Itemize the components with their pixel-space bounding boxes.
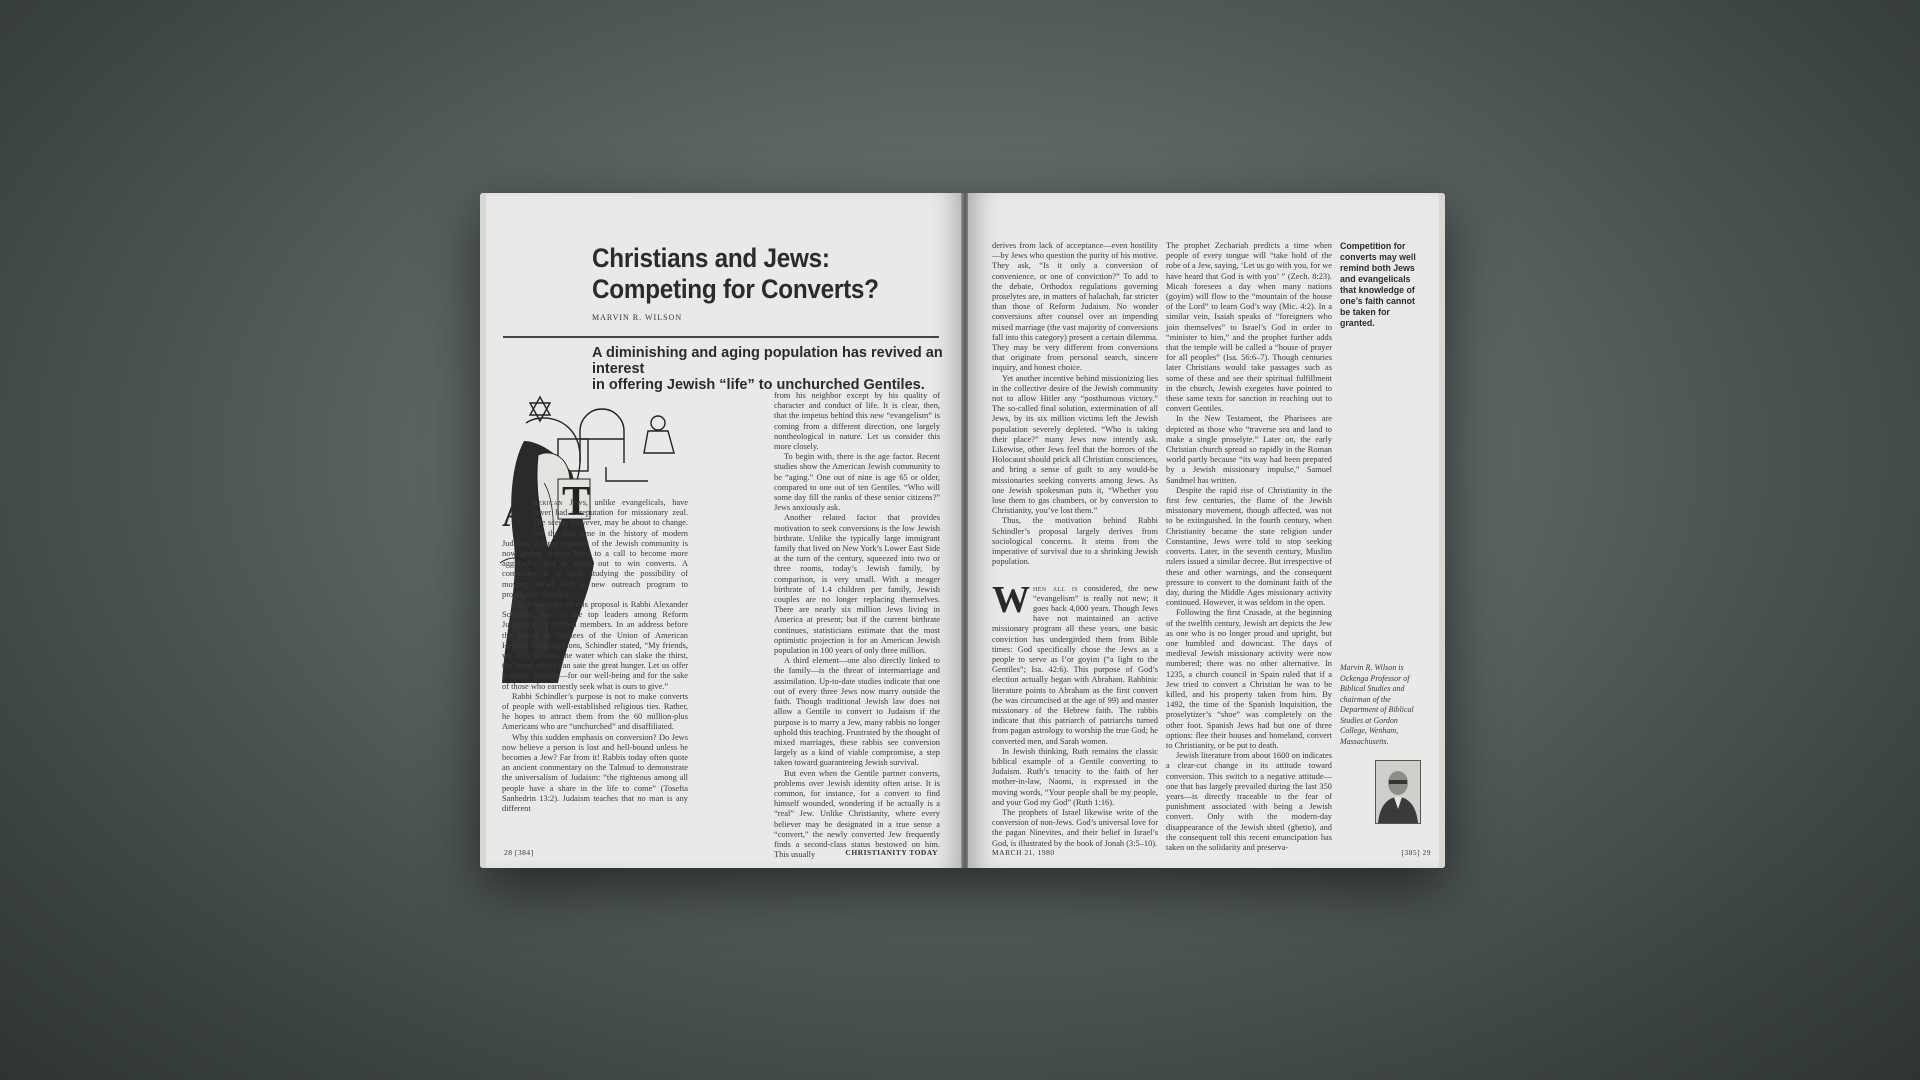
- paragraph: But even when the Gentile partner converts, problems over Jewish identity often arise. It is common, for instance, for a convert to find himself wounded, wondering if he actually is a “real” Jew. Unlike Christianity, where every believer may be designated in a true sense a “convert,” the newly converted Jew frequently finds a second-class status bestowed on him. This usually: [774, 768, 940, 860]
- author-bio: Marvin R. Wilson is Ockenga Professor of Biblical Studies and chairman of the Department of Biblical Studies at Gordon College, Wenham, Massachusetts.: [1340, 663, 1414, 746]
- paragraph: The prophet Zechariah predicts a time when people of every tongue will “take hold of the robe of a Jew, saying, ‘Let us go with you, for we have heard that God is with you’ ” (Zech. 8:23). Micah foresees a day when many nations (goyim) will flow to the “mountain of the house of the Lord” to learn God’s way (Mic. 4:2). In a similar vein, Isaiah speaks of “foreigners who join themselves” to Israel’s God in order to “minister to him,” and the prophet further adds that the temple will be called a “house of prayer for all peoples” (Isa. 56:6–7). Though centuries later Christians would take passages such as some of these and see their spiritual fulfillment in the church, Jewish exegetes have pointed to these same texts for sanction in reaching out to convert Gentiles.: [1166, 241, 1332, 414]
- drop-cap: W: [992, 578, 1030, 621]
- paragraph: Jewish literature from about 1600 on indicates a clear-cut change in its attitude toward conversion. This switch to a negative attitude—one that has largely prevailed during the last 350 years—is directly traceable to the fear of punishment associated with being a Jewish convert. Only with the modern-day disappearance of the Jewish shtetl (ghetto), and the consequent toll this recent emancipation has taken on the solidarity and preserva-: [1166, 751, 1332, 852]
- paragraph: A third element—one also directly linked to the family—is the threat of intermarriage and assimilation. Up-to-date studies indicate that one out of every three Jews now marry outside the faith. Though traditional Jewish law does not allow a Gentile to convert to Judaism if the purpose is to marry a Jew, many rabbis no longer uphold this teaching. Frustrated by the thought of mixed marriages, these rabbis see conversion largely as a kind of viable compromise, a step taken toward guaranteeing Jewish survival.: [774, 656, 940, 768]
- paragraph: Chief advocate of this proposal is Rabbi Alexander Schindler, one of the top leaders among Reform Judaism’s 1.2 million members. In an address before the Board of Trustees of the Union of American Hebrew Congregations, Schindler stated, “My friends, we Jews possess the water which can slake the thirst, the bread which can sate the great hunger. Let us offer it freely, proudly—for our well-being and for the sake of those who earnestly seek what is ours to give.”: [502, 600, 688, 691]
- paragraph: Despite the rapid rise of Christianity in the first few centuries, the flame of the Jewish missionary movement, though affected, was not to be extinguished. In the fourth century, when Christianity became the state religion under Constantine, Jews were told to stop seeking converts. Later, in the seventh century, Muslim rulers issued a similar decree. But irrespective of these and other warnings, and the consequent pressure to convert to the dominant faith of the day, during the Middle Ages missionary activity continued. However, it was seldom in the open.: [1166, 485, 1332, 608]
- left-column-2: [774, 391, 940, 860]
- section-lead-paragraph: [992, 578, 1158, 747]
- paragraph: The prophets of Israel likewise write of the conversion of non-Jews. God’s universal love for the pagan Ninevites, and their belief in Israel’s God, is illustrated by the book of Jonah (3:5–10).: [992, 807, 1158, 848]
- author-photo: [1375, 760, 1421, 824]
- right-column-2: [1166, 241, 1332, 853]
- issue-date: MARCH 21, 1980: [992, 848, 1055, 857]
- right-page: [968, 193, 1445, 868]
- paragraph: Thus, the motivation behind Rabbi Schindler’s proposal largely derives from sociological concerns. It stems from the imperative of survival due to a shrinking Jewish population.: [992, 516, 1158, 567]
- paragraph: To begin with, there is the age factor. Recent studies show the American Jewish community to be “aging.” One out of nine is age 65 or older, compared to one out of ten Gentiles. “Who will some day fill the ranks of these senior citizens?” Jews anxiously ask.: [774, 452, 940, 513]
- paragraph: Yet another incentive behind missionizing lies in the collective desire of the Jewish community not to allow Hitler any “posthumous victory.” The so-called final solution, extermination of all Jews, by its six million victims left the Jewish population severely depleted. “Who is taking their place?” many Jews now intently ask. Likewise, other Jews feel that the horrors of the Holocaust should prick all Christian consciences, and bring a sense of guilt to any would-be missionaries seeking converts among Jews. As one Jewish spokesman puts it, “Whether you lose them to gas chambers, or by conversion to Christianity, you’ve lost them.”: [992, 373, 1158, 516]
- right-column-1: [992, 241, 1158, 849]
- pull-quote: Competition for converts may well remind both Jews and evangelicals that knowledge of one’s faith cannot be taken for granted.: [1340, 241, 1416, 328]
- lead-smallcaps: merican: [532, 498, 563, 507]
- drop-cap: A: [502, 493, 530, 535]
- lead-paragraph: [502, 493, 689, 600]
- title-line-2: Competing for Converts?: [592, 274, 879, 304]
- left-page: [480, 193, 962, 868]
- paragraph: In the New Testament, the Pharisees are depicted as those who “traverse sea and land to make a single proselyte.” Later on, the early Christian church spread so rapidly in the Roman world partly because “its way had been prepared by a Jewish missionary impulse,” Samuel Sandmel has written.: [1166, 414, 1332, 485]
- lead-smallcaps: hen all is: [1033, 583, 1078, 593]
- deck-line-2: in offering Jewish “life” to unchurched Gentiles.: [592, 377, 925, 393]
- paragraph: In Jewish thinking, Ruth remains the classic biblical example of a Gentile converting to Judaism. Ruth’s tenacity to the faith of her mother-in-law, Naomi, is expressed in the moving words, “Your people shall be my people, and your God my God” (Ruth 1:16).: [992, 746, 1158, 807]
- paragraph: considered, the new “evangelism” is really not new; it goes back 4,000 years. Though Jews have not maintained an active missionary program all these years, one basic conviction has undergirded them from Bible times: God specifically chose the Jews as a people to serve as l’or goyim (“a light to the Gentiles”; Isa. 42:6). This purpose of God’s election actually began with Abraham. Rabbinic literature points to Abraham as the first convert (he was circumcised at the age of 99) and master missionary of the Hebrew faith. The rabbis indicate that this patriarch of patriarchs turned from pagan astrology to worship the true God; he converted men, and Sarah women.: [992, 583, 1158, 746]
- publication-name: CHRISTIANITY TODAY: [845, 848, 938, 857]
- byline: MARVIN R. WILSON: [592, 313, 683, 322]
- page-number-left: 28 [384]: [504, 848, 534, 857]
- paragraph: from his neighbor except by his quality of character and conduct of life. It is clear, then, that the impetus behind this new “evangelism” is coming from a different direction, one largely nontheological in nature. Let us consider this more closely.: [774, 391, 940, 452]
- left-column-1: [502, 493, 689, 814]
- paragraph: Jews, unlike evangelicals, have never had a reputation for missionary zeal. The scene, however, may be about to change. For the first time in the history of modern Judaism, a large segment of the Jewish community is now giving serious heed to a call to become more aggressive and to reach out to win converts. A committee is at work studying the possibility of moving ahead with a new outreach program to proselytize Gentiles.: [502, 498, 689, 599]
- paragraph: Why this sudden emphasis on conversion? Do Jews now believe a person is lost and hell-bound unless he becomes a Jew? Far from it! Rabbis today often quote an ancient commentary on the Talmud to demonstrate the universalism of Judaism: “the righteous among all people have a share in the life to come” (Tosefta Sanhedrin 13:2). Judaism teaches that no man is any different: [502, 732, 688, 814]
- paragraph: Following the first Crusade, at the beginning of the twelfth century, Jewish art depicts the Jew as one who is no longer proud and upright, but one humbled and downcast. The days of medieval Jewish missionary activity were now numbered; there was no other alternative. In 1235, a church council in Spain ruled that if a Jew tried to convert a Christian he was to be killed, and his property taken from him. By 1492, the time of the Spanish Inquisition, the proselytizer’s “shoe” was completely on the other foot. Spanish Jews had but one of three options: flee their houses and homeland, convert to Christianity, or be put to death.: [1166, 608, 1332, 750]
- deck-line-1: A diminishing and aging population has revived an interest: [592, 345, 943, 377]
- paragraph: derives from lack of acceptance—even hostility—by Jews who question the purity of his motive. They ask, “Is it only a conversion of convenience, or one of conviction?” To add to the debate, Orthodox regulations governing proselytes are, in matters of halachah, far stricter than those of Reform Judaism. No wonder conversions after counsel over an impending mixed marriage (the vast majority of conversions fall into this category) present a certain dilemma. They may be very different from conversions that originate from personal search, sincere inquiry, and honest choice.: [992, 241, 1158, 373]
- title-line-1: Christians and Jews:: [592, 243, 830, 273]
- illustration-letter: T: [562, 479, 591, 525]
- page-number-right: [385] 29: [1401, 848, 1431, 857]
- title-rule: [503, 336, 939, 338]
- paragraph: Another related factor that provides motivation to seek conversions is the low Jewish birthrate. Unlike the typically large immigrant family that lived on New York’s Lower East Side at the turn of the century, squeezed into two or three rooms, today’s Jewish family, by comparison, is very small. With a meager birthrate of 1.4 children per family, Jewish couples are no longer replacing themselves. There are nearly six million Jews living in America at present; but if the current birthrate continues, statisticians estimate that the most optimistic projection is for an American Jewish population in 100 years of only three million.: [774, 513, 940, 656]
- article-title: [592, 243, 898, 305]
- magazine-spread: [480, 193, 1445, 868]
- paragraph: Rabbi Schindler’s purpose is not to make converts of people with well-established religious ties. Rather, he hopes to attract them from the 60 million-plus Americans who are “unchurched” and disaffiliated.: [502, 691, 688, 732]
